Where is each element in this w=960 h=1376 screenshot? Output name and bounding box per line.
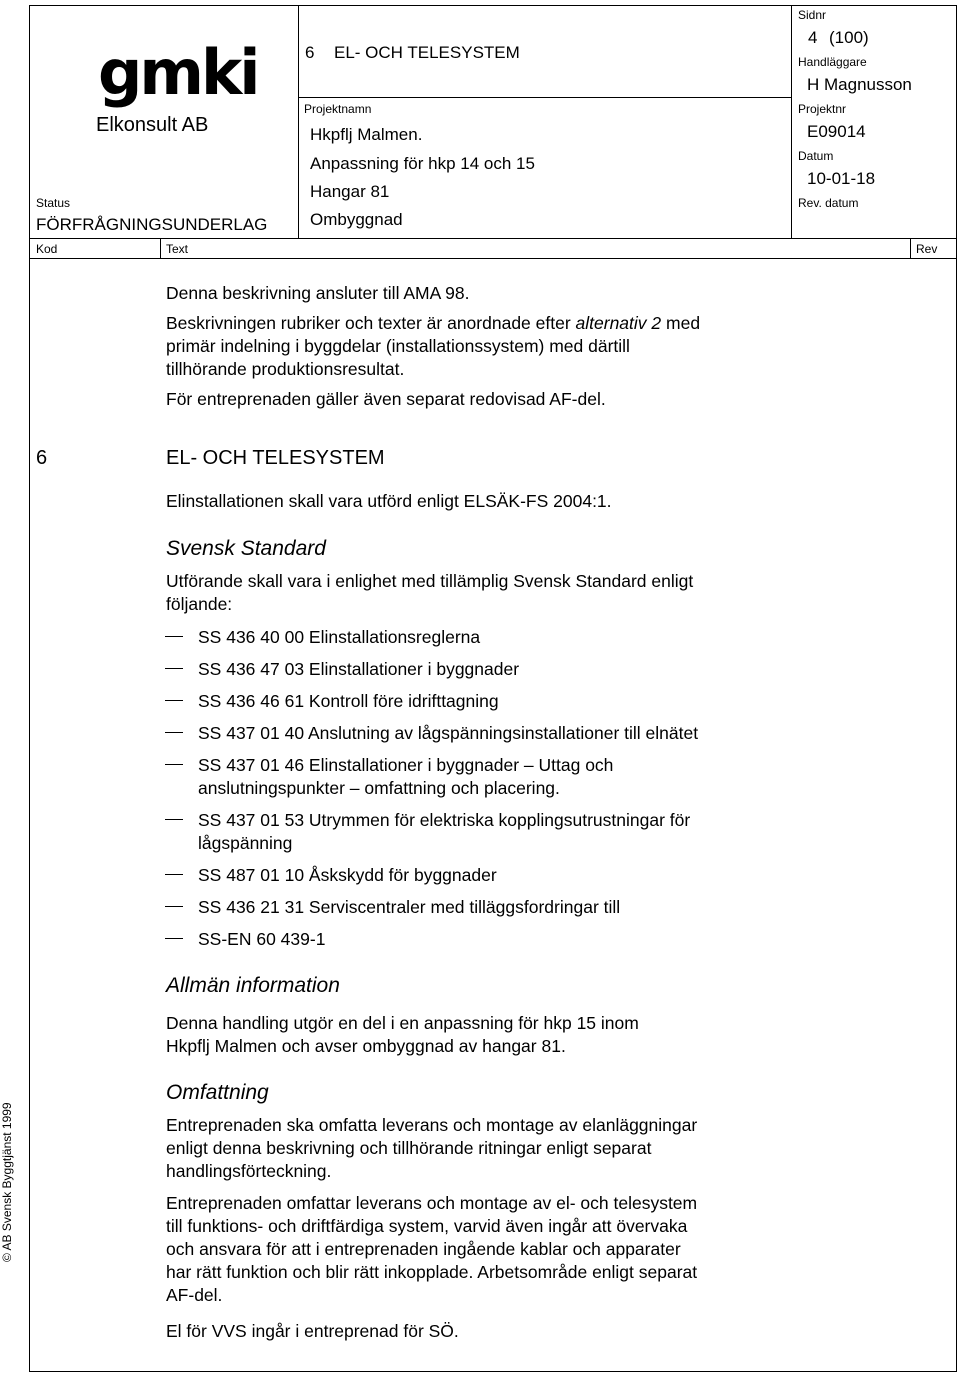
standard-item: SS 436 46 61 Kontroll före idrifttagning: [198, 691, 499, 711]
sidnr-value: 4: [808, 28, 818, 47]
svensk-standard-text: [166, 570, 693, 616]
svensk-standard-text-line-2: följande:: [166, 594, 233, 614]
omfattning-p1-line-3: handlingsförteckning.: [166, 1161, 332, 1181]
column-kod: Kod: [36, 242, 58, 256]
handlaggare-label: Handläggare: [798, 55, 867, 69]
datum-value: 10-01-18: [807, 169, 876, 188]
header-divider-1: [298, 97, 791, 98]
projektnamn-line-2: Anpassning för hkp 14 och 15: [310, 154, 535, 173]
svensk-standard-text-line-1: Utförande skall vara i enlighet med tillämplig Svensk Standard enligt: [166, 571, 694, 591]
standard-item-line-1: SS 437 01 53 Utrymmen för elektriska kopplingsutrustningar för: [198, 810, 691, 830]
copyright-notice: © AB Svensk Byggtjänst 1999: [0, 1102, 14, 1262]
header-col-divider-1: [298, 5, 299, 238]
standard-item: SS 436 47 03 Elinstallationer i byggnader: [198, 659, 520, 679]
projektnamn-line-1: Hkpflj Malmen.: [310, 125, 423, 144]
list-item-dash: [165, 732, 183, 733]
section-intro: Elinstallationen skall vara utförd enligt ELSÄK-FS 2004:1.: [166, 491, 612, 511]
omfattning-p2-line-5: AF-del.: [166, 1285, 223, 1305]
allman-text-line-2: Hkpflj Malmen och avser ombyggnad av hangar 81.: [166, 1036, 566, 1056]
revdatum-label: Rev. datum: [798, 196, 859, 210]
allman-heading: Allmän information: [166, 974, 340, 997]
omfattning-p3: El för VVS ingår i entreprenad för SÖ.: [166, 1321, 459, 1341]
list-item-dash: [165, 906, 183, 907]
projektnr-value: E09014: [807, 122, 866, 141]
projektnr-label: Projektnr: [798, 102, 847, 116]
omfattning-p1-line-2: enligt denna beskrivning och tillhörande ritningar enligt separat: [166, 1138, 652, 1158]
list-item-dash: [165, 668, 183, 669]
standard-item: SS 436 40 00 Elinstallationsreglerna: [198, 627, 481, 647]
list-item-dash: [165, 874, 183, 875]
standard-item: SS-EN 60 439-1: [198, 929, 326, 949]
datum-label: Datum: [798, 149, 834, 163]
header-divider-2: [29, 238, 957, 239]
intro-structure-line-1a: Beskrivningen rubriker och texter är anordnade efter: [166, 313, 576, 333]
header-chapter-number: 6: [305, 43, 315, 62]
standard-item: SS 487 01 10 Åskskydd för byggnader: [198, 865, 497, 885]
omfattning-heading: Omfattning: [166, 1081, 269, 1104]
intro-structure-line-1b: med: [661, 313, 701, 333]
intro-af-del: För entreprenaden gäller även separat redovisad AF-del.: [166, 389, 606, 409]
handlaggare-value: H Magnusson: [807, 75, 912, 94]
list-item-dash: [165, 819, 183, 820]
section-title: EL- OCH TELESYSTEM: [166, 447, 385, 469]
list-item-dash: [165, 700, 183, 701]
header-col-divider-2: [791, 5, 792, 238]
intro-structure-line-3: tillhörande produktionsresultat.: [166, 359, 405, 379]
kod-text-divider: [160, 238, 161, 258]
intro-structure: [166, 312, 700, 381]
standard-item: [198, 809, 690, 855]
omfattning-p1-line-1: Entreprenaden ska omfatta leverans och montage av elanläggningar: [166, 1115, 698, 1135]
section-number: 6: [36, 447, 48, 469]
standard-item-line-1: SS 437 01 46 Elinstallationer i byggnader – Uttag och: [198, 755, 614, 775]
allman-text: [166, 1012, 639, 1058]
standard-item: SS 436 21 31 Serviscentraler med tilläggsfordringar till: [198, 897, 621, 917]
standard-item: [198, 754, 613, 800]
list-item-dash: [165, 938, 183, 939]
allman-text-line-1: Denna handling utgör en del i en anpassning för hkp 15 inom: [166, 1013, 639, 1033]
text-rev-divider: [910, 238, 911, 258]
intro-structure-line-2: primär indelning i byggdelar (installationssystem) med därtill: [166, 336, 630, 356]
company-name: Elkonsult AB: [96, 114, 209, 136]
omfattning-p2-line-4: har rätt funktion och blir rätt inkopplade. Arbetsområde enligt separat: [166, 1262, 698, 1282]
projektnamn-line-3: Hangar 81: [310, 182, 390, 201]
status-label: Status: [36, 196, 71, 210]
header-chapter-title: EL- OCH TELESYSTEM: [334, 43, 520, 62]
projektnamn-line-4: Ombyggnad: [310, 210, 403, 229]
omfattning-p2: [166, 1192, 697, 1307]
standard-item-line-2: lågspänning: [198, 833, 293, 853]
intro-ama: Denna beskrivning ansluter till AMA 98.: [166, 283, 470, 303]
omfattning-p2-line-2: till funktions- och driftfärdiga system, varvid även ingår att övervaka: [166, 1216, 688, 1236]
standard-item: SS 437 01 40 Anslutning av lågspänningsinstallationer till elnätet: [198, 723, 699, 743]
list-item-dash: [165, 764, 183, 765]
status-value: FÖRFRÅGNINGSUNDERLAG: [36, 215, 268, 234]
svensk-standard-heading: Svensk Standard: [166, 537, 326, 560]
projektnamn-label: Projektnamn: [304, 102, 372, 116]
list-item-dash: [165, 636, 183, 637]
column-rev: Rev: [916, 242, 938, 256]
column-header-divider: [29, 258, 957, 259]
omfattning-p2-line-3: och ansvara för att i entreprenaden ingående kablar och apparater: [166, 1239, 681, 1259]
company-logo: gmki: [98, 36, 258, 109]
omfattning-p1: [166, 1114, 697, 1183]
intro-alternativ: alternativ 2: [575, 313, 662, 333]
sidnr-total: (100): [829, 28, 869, 47]
omfattning-p2-line-1: Entreprenaden omfattar leverans och montage av el- och telesystem: [166, 1193, 698, 1213]
sidnr-label: Sidnr: [798, 8, 827, 22]
column-text: Text: [166, 242, 189, 256]
standard-item-line-2: anslutningspunkter – omfattning och placering.: [198, 778, 560, 798]
